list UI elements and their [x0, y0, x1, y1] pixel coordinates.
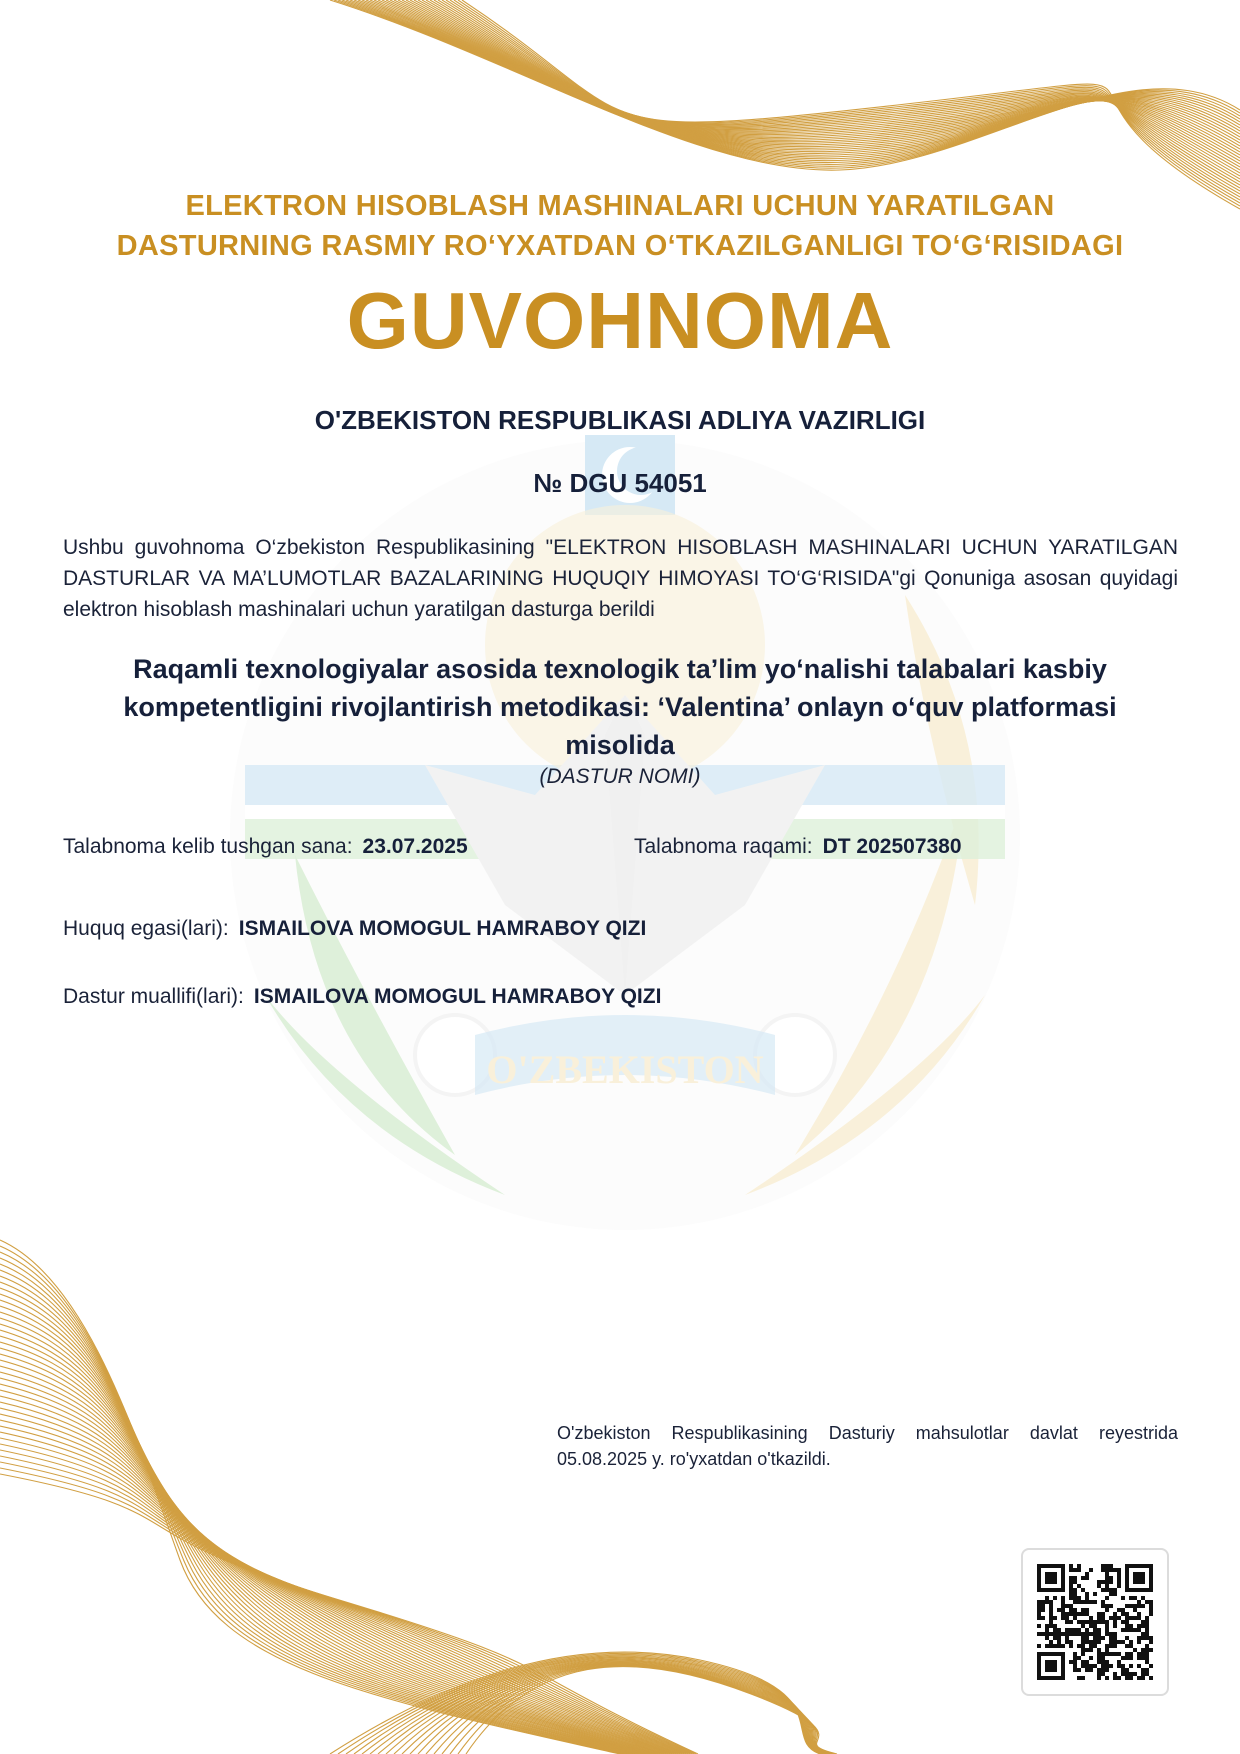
author-field	[63, 985, 661, 1009]
certificate-title: GUVOHNOMA	[346, 276, 894, 365]
qr-code-icon[interactable]	[1037, 1564, 1153, 1680]
application-number-value: DT 202507380	[822, 835, 962, 858]
certificate-number: № DGU 54051	[533, 468, 707, 498]
registry-note: O'zbekiston Respublikasining Dasturiy mahsulotlar davlat reyestrida 05.08.2025 y. ro'yxatdan o'tkazildi.	[557, 1423, 1178, 1469]
right-holder-label: Huquq egasi(lari):	[63, 917, 229, 940]
author-value: ISMAILOVA MOMOGUL HAMRABOY QIZI	[253, 985, 662, 1008]
intro-paragraph: Ushbu guvohnoma O‘zbekiston Respublikasining "ELEKTRON HISOBLASH MASHINALARI UCHUN YARATILGAN DASTURLAR VA MA’LUMOTLAR BAZALARINING HUQUQIY HIMOYASI TO‘G‘RISIDA"gi Qonuniga asosan quyidagi elektron hisoblash mashinalari uchun yaratilgan dasturga berildi	[63, 536, 1178, 621]
program-name: Raqamli texnologiyalar asosida texnologik ta’lim yo‘nalishi talabalari kasbiy kompetentligini rivojlantirish metodikasi: ‘Valentina’ onlayn o‘quv platformasi misolida	[123, 654, 1117, 760]
right-holder-field	[63, 917, 646, 941]
application-date-value: 23.07.2025	[362, 835, 468, 858]
application-date-label: Talabnoma kelib tushgan sana:	[63, 835, 353, 858]
program-name-caption: (DASTUR NOMI)	[539, 765, 701, 788]
emblem-text: O'ZBEKISTON	[486, 1047, 764, 1092]
author-label: Dastur muallifi(lari):	[63, 985, 244, 1008]
right-holder-value: ISMAILOVA MOMOGUL HAMRABOY QIZI	[238, 917, 647, 940]
header-line-1: ELEKTRON HISOBLASH MASHINALARI UCHUN YARATILGAN	[185, 190, 1055, 222]
application-date-field	[63, 835, 468, 859]
application-number-label: Talabnoma raqami:	[634, 835, 813, 858]
qr-code-frame[interactable]	[1021, 1548, 1169, 1696]
ministry-name: O'ZBEKISTON RESPUBLIKASI ADLIYA VAZIRLIGI	[314, 405, 926, 435]
application-number-field	[634, 835, 962, 859]
header-line-2: DASTURNING RASMIY RO‘YXATDAN O‘TKAZILGANLIGI TO‘G‘RISIDAGI	[116, 230, 1124, 262]
